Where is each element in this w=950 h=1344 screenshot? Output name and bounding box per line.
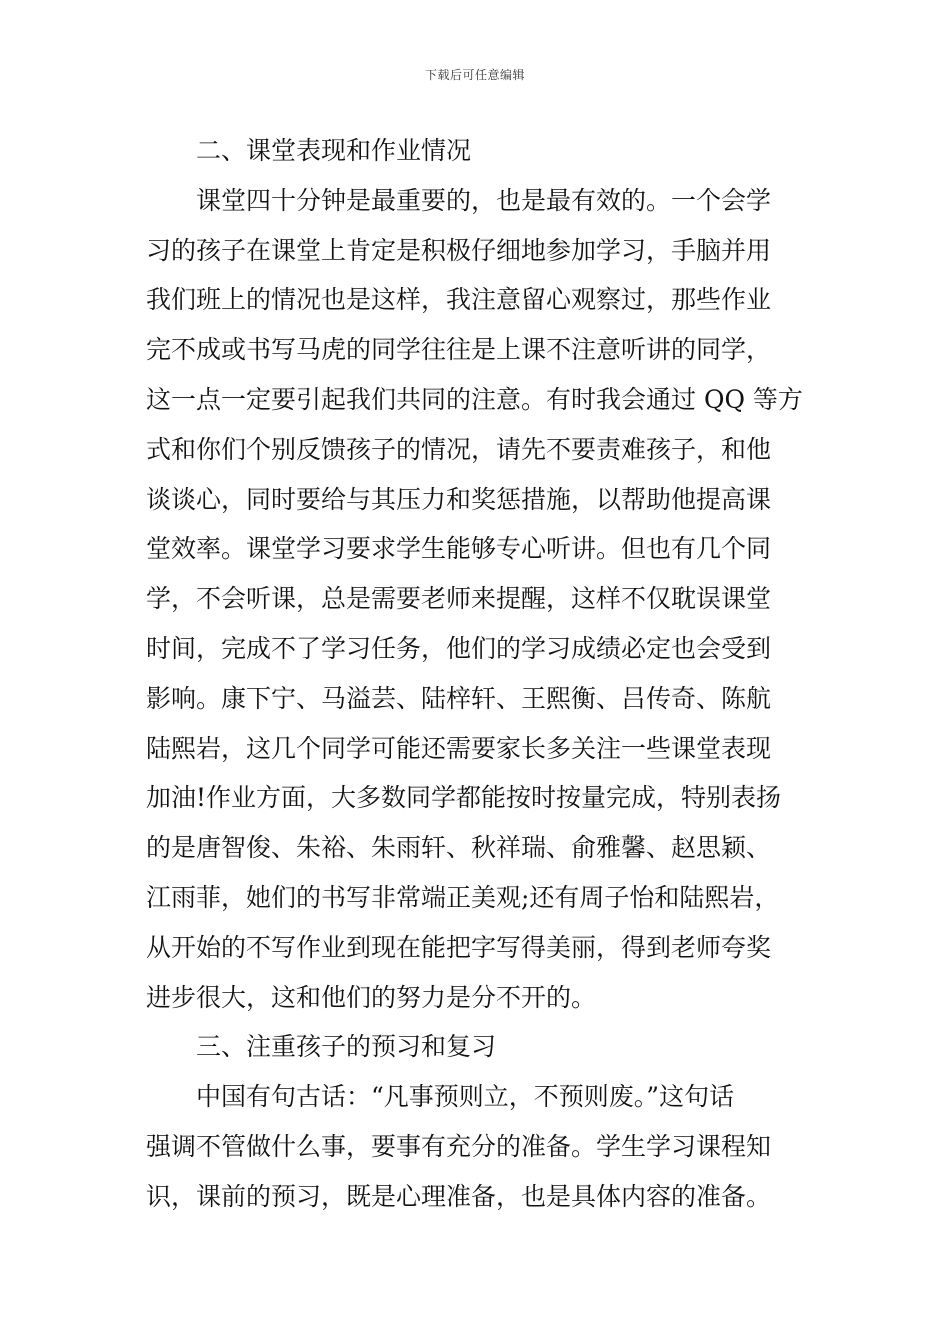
text-line: 这一点一定要引起我们共同的注意。有时我会通过 QQ 等方 xyxy=(146,384,803,414)
page-header-note: 下载后可任意编辑 xyxy=(424,68,525,82)
document-body xyxy=(146,126,818,1222)
text-line: 堂效率。课堂学习要求学生能够专心听讲。但也有几个同 xyxy=(146,534,772,564)
text-line: 中国有句古话：“凡事预则立，不预则废。”这句话 xyxy=(196,1082,735,1112)
text-line: 陆熙岩，这几个同学可能还需要家长多关注一些课堂表现 xyxy=(146,733,772,763)
text-line: 我们班上的情况也是这样，我注意留心观察过，那些作业 xyxy=(146,285,772,315)
text-line: 江雨菲，她们的书写非常端正美观;还有周子怡和陆熙岩， xyxy=(146,882,780,912)
text-line: 课堂四十分钟是最重要的，也是最有效的。一个会学 xyxy=(196,185,772,215)
text-line: 谈谈心，同时要给与其压力和奖惩措施，以帮助他提高课 xyxy=(146,484,772,514)
text-line: 时间，完成不了学习任务，他们的学习成绩必定也会受到 xyxy=(146,633,772,663)
text-line: 从开始的不写作业到现在能把字写得美丽，得到老师夸奖 xyxy=(146,932,772,962)
text-line: 识，课前的预习，既是心理准备，也是具体内容的准备。 xyxy=(146,1181,772,1211)
text-line: 式和你们个别反馈孩子的情况，请先不要责难孩子，和他 xyxy=(146,434,772,464)
text-line: 的是唐智俊、朱裕、朱雨轩、秋祥瑞、俞雅馨、赵思颖、 xyxy=(146,833,772,863)
text-line: 影响。康下宁、马溢芸、陆梓轩、王熙衡、吕传奇、陈航 xyxy=(146,683,772,713)
text-line: 强调不管做什么事，要事有充分的准备。学生学习课程知 xyxy=(146,1131,772,1161)
text-line: 学，不会听课，总是需要老师来提醒，这样不仅耽误课堂 xyxy=(146,584,772,614)
text-line: 完不成或书写马虎的同学往往是上课不注意听讲的同学， xyxy=(146,335,772,365)
text-line: 习的孩子在课堂上肯定是积极仔细地参加学习，手脑并用 xyxy=(146,235,772,265)
text-line: 进步很大，这和他们的努力是分不开的。 xyxy=(146,982,597,1012)
text-line: 加油!作业方面，大多数同学都能按时按量完成，特别表扬 xyxy=(146,783,782,813)
text-line: 三、注重孩子的预习和复习 xyxy=(196,1032,497,1062)
text-line: 二、课堂表现和作业情况 xyxy=(196,136,472,165)
